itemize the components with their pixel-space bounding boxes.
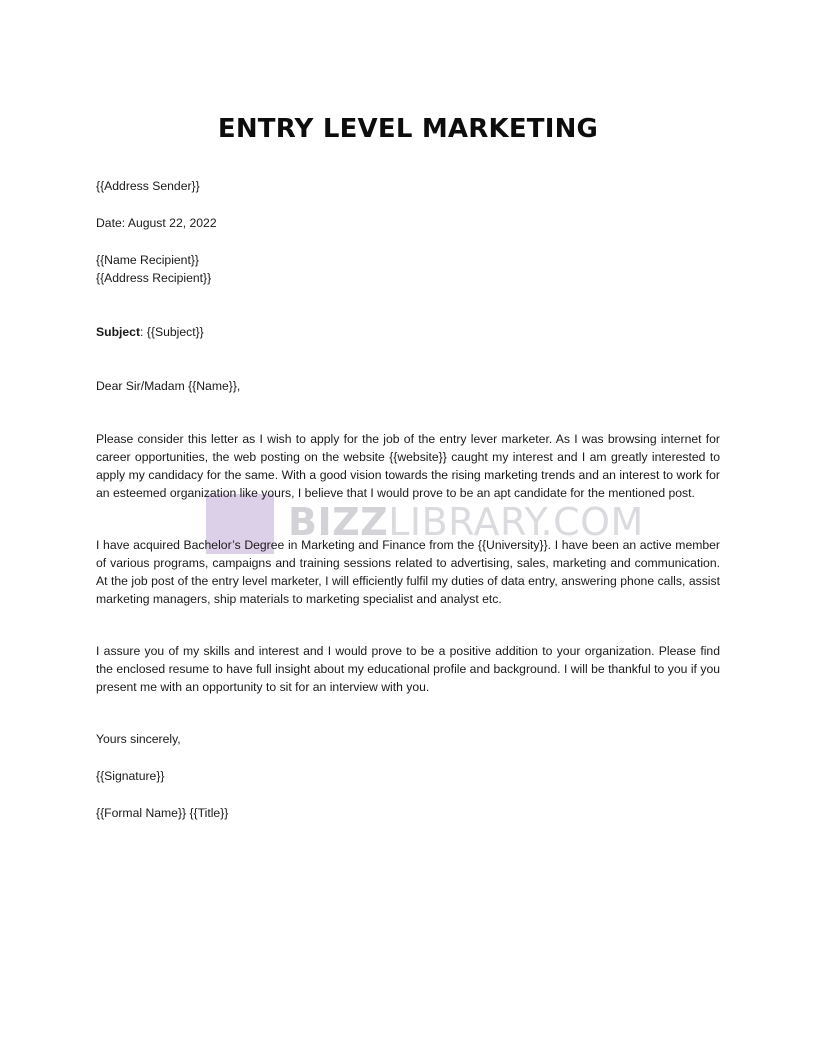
page-title: ENTRY LEVEL MARKETING <box>217 114 599 144</box>
watermark-brand-strong: BIZZ <box>288 500 389 544</box>
watermark-brand-light: LIBRARY.COM <box>388 500 644 544</box>
formal-name-title: {{Formal Name}} {{Title}} <box>96 806 229 820</box>
body-paragraph-3: I assure you of my skills and interest and I would prove to be a positive addition to your organization. Please find the enclosed resume to have full insight about my educational profile and background. I will be thankful to you if you present me with an opportunity to sit for an interview with you. <box>96 644 720 694</box>
signature: {{Signature}} <box>96 769 165 783</box>
closing: Yours sincerely, <box>96 732 181 746</box>
body-paragraph-1: Please consider this letter as I wish to apply for the job of the entry lever marketer. As I was browsing internet for career opportunities, the web posting on the website {{website}} caught my interest and I am greatly interested to apply my candidacy for the same. With a good vision towards the rising marketing trends and an interest to work for an esteemed organization like yours, I believe that I would prove to be an apt candidate for the mentioned post. <box>96 432 720 500</box>
body-paragraph-2: I have acquired Bachelor’s Degree in Marketing and Finance from the {{University}}. I have been an active member of various programs, campaigns and training sessions related to advertising, sales, marketing and communication. At the job post of the entry level marketer, I will efficiently fulfil my duties of data entry, answering phone calls, assist marketing managers, ship materials to marketing specialist and analyst etc. <box>96 538 720 606</box>
recipient-name: {{Name Recipient}} <box>96 253 199 267</box>
subject-value: : {{Subject}} <box>140 325 204 339</box>
subject-label: Subject <box>96 325 141 339</box>
letter-date: Date: August 22, 2022 <box>96 216 217 230</box>
recipient-address: {{Address Recipient}} <box>96 271 212 285</box>
subject-line <box>96 323 204 341</box>
salutation: Dear Sir/Madam {{Name}}, <box>96 379 241 393</box>
sender-address: {{Address Sender}} <box>96 179 200 193</box>
